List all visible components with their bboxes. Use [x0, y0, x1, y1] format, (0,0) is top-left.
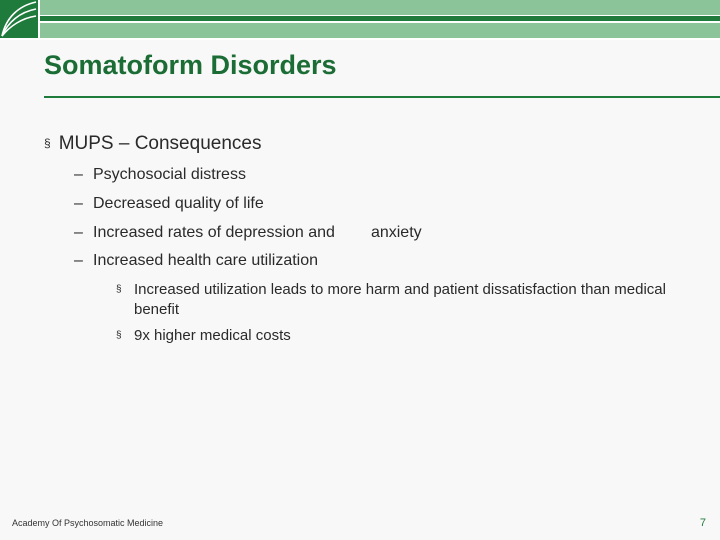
sub-item-text: Psychosocial distress — [93, 166, 246, 183]
sub-sub-item-text: 9x higher medical costs — [134, 327, 291, 344]
footer-organization: Academy Of Psychosomatic Medicine — [12, 518, 164, 528]
sub-item-text: Decreased quality of life — [93, 195, 264, 212]
page-number: 7 — [699, 517, 706, 529]
bullet-marker: § — [44, 136, 51, 150]
sub-sub-item — [116, 280, 694, 320]
bullet-text: MUPS – Consequences — [58, 133, 262, 154]
dash-marker: – — [74, 166, 83, 183]
leaf-arcs-logo-icon — [0, 0, 38, 38]
sub-item — [74, 166, 246, 184]
sub-item — [74, 224, 422, 242]
dash-marker: – — [74, 224, 83, 241]
bullet-marker: § — [116, 284, 122, 295]
dash-marker: – — [74, 252, 83, 269]
header-band-stripe — [40, 16, 720, 21]
sub-sub-item — [116, 326, 694, 346]
bullet-level-1 — [44, 133, 261, 155]
sub-item-text: Increased health care utilization — [93, 252, 319, 269]
sub-sub-item-text: Increased utilization leads to more harm and patient dissatisfaction than medical benefit — [134, 281, 666, 318]
sub-item-text: Increased rates of depression and — [93, 224, 335, 241]
title-divider — [44, 96, 720, 98]
sub-item-trailing-text: anxiety — [370, 224, 422, 241]
slide-title: Somatoform Disorders — [44, 50, 337, 80]
bullet-marker: § — [116, 330, 122, 341]
header-band-bottom — [40, 23, 720, 38]
dash-marker: – — [74, 195, 83, 212]
sub-item — [74, 252, 318, 270]
header-band-top — [40, 0, 720, 15]
sub-item — [74, 195, 264, 213]
